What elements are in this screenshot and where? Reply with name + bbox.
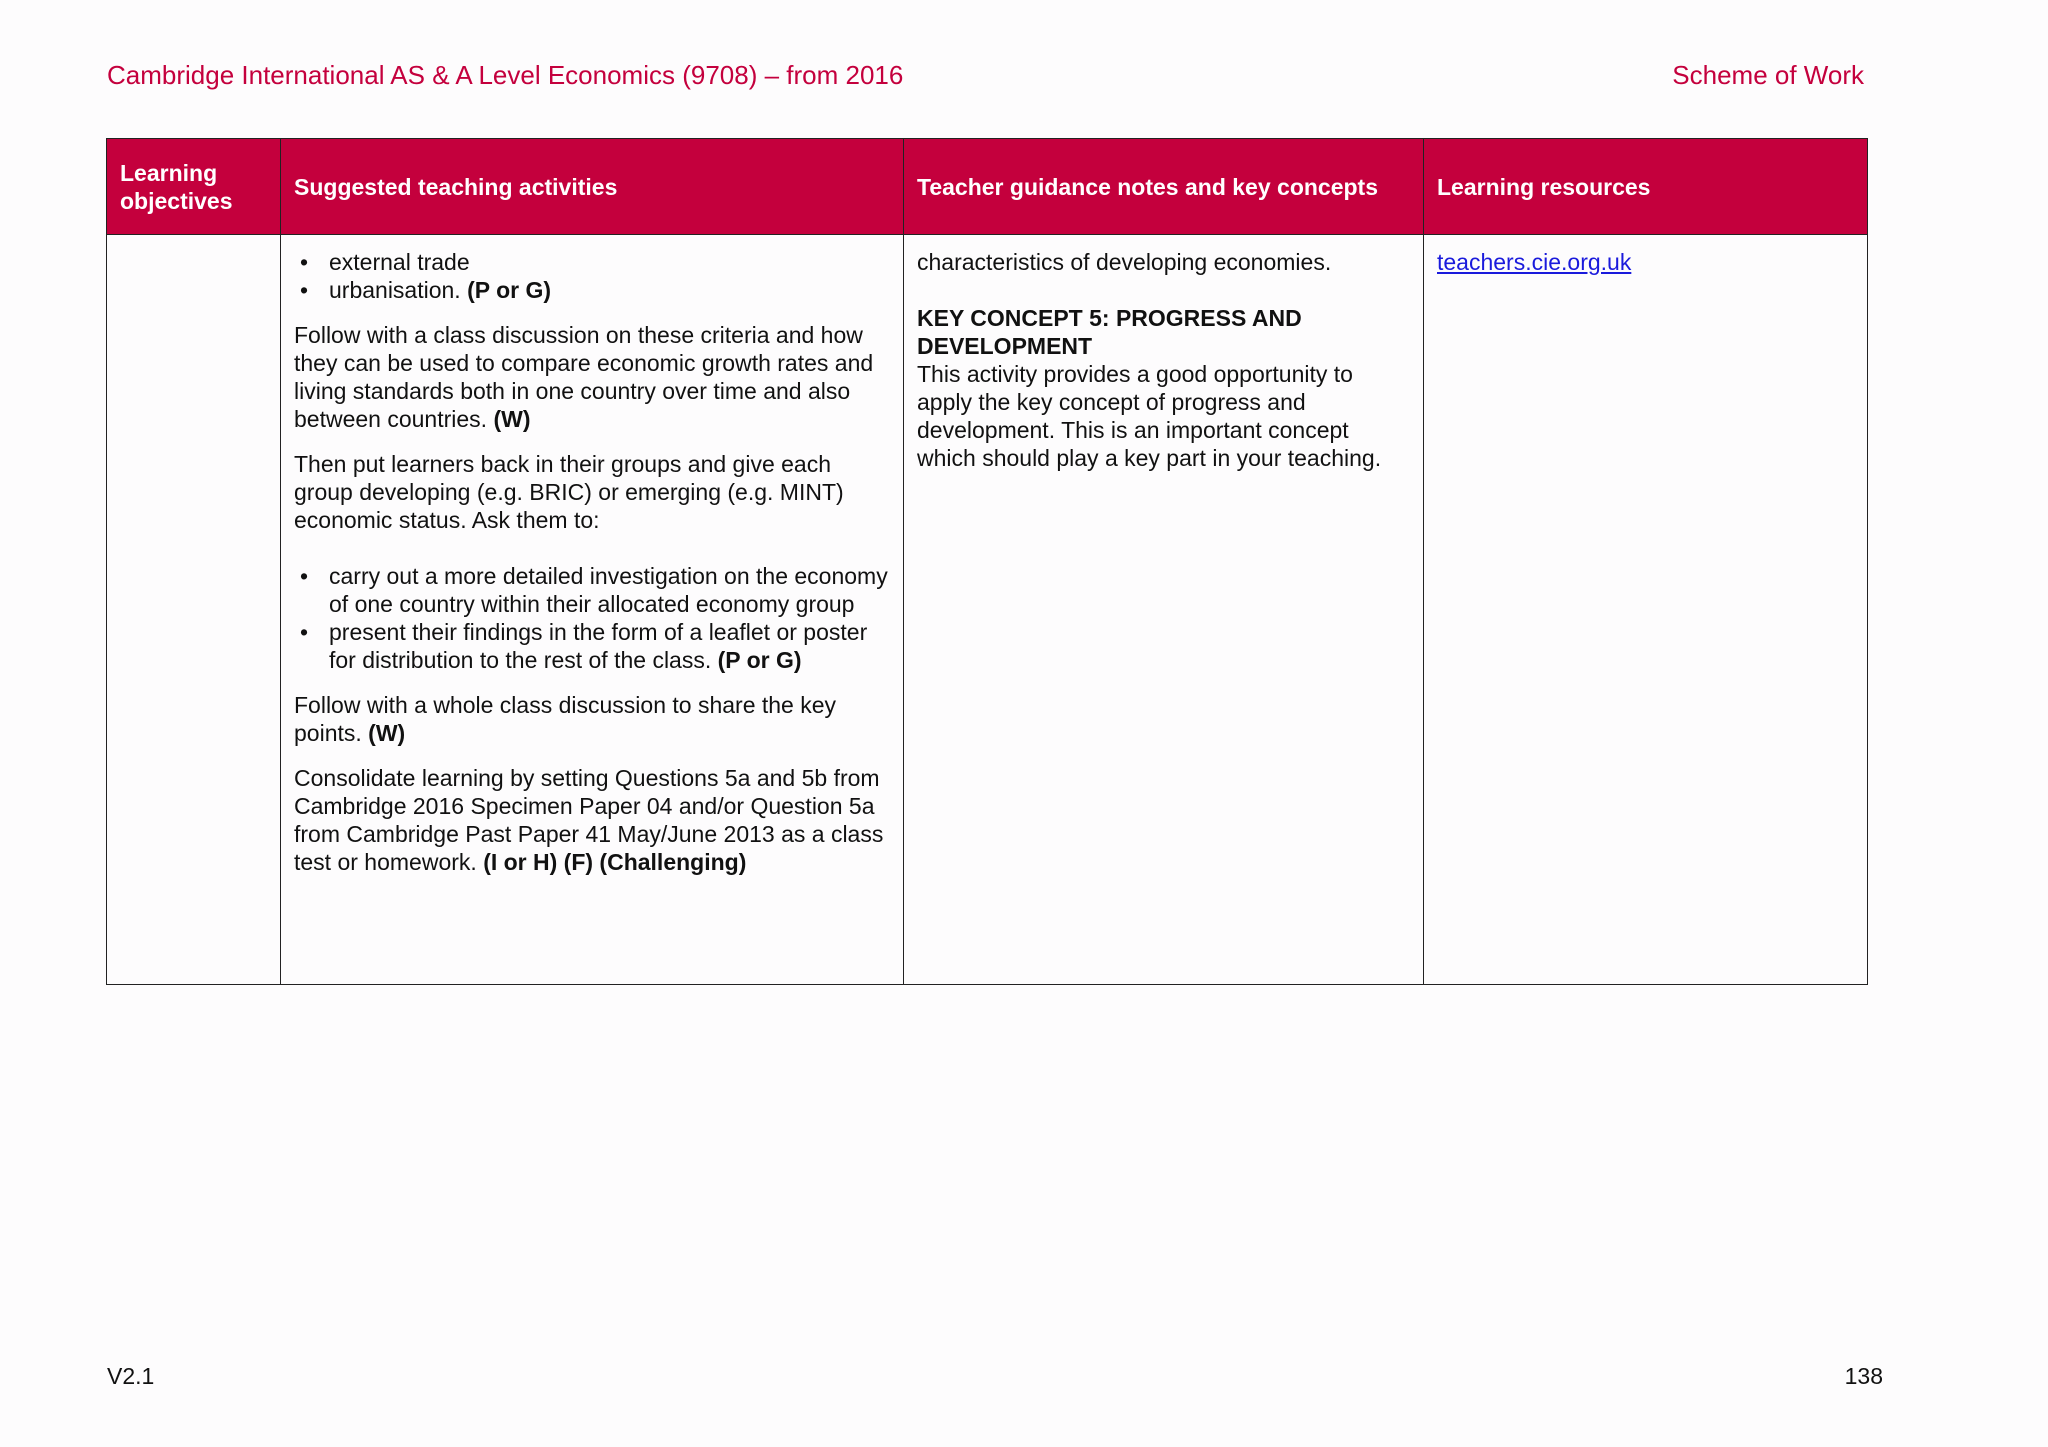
paragraph-text: Consolidate learning by setting Questions 5a and 5b from Cambridge 2016 Specimen Paper 04 and/or Question 5a from Cambridge Past Paper 41 May/June 2013 as a class test or homework.	[294, 765, 884, 875]
activity-code: (I or H) (F) (Challenging)	[483, 849, 747, 875]
key-concept-title: KEY CONCEPT 5: PROGRESS AND DEVELOPMENT	[917, 305, 1302, 359]
trade-bullet-list	[294, 248, 890, 304]
key-concept-text: This activity provides a good opportunity to apply the key concept of progress and development. This is an important concept which should play a key part in your teaching.	[917, 361, 1382, 471]
activity-code: (W)	[368, 720, 406, 746]
paragraph-text: Follow with a whole class discussion to share the key points.	[294, 692, 837, 746]
header-teacher-guidance: Teacher guidance notes and key concepts	[904, 139, 1424, 235]
scheme-of-work-table	[106, 138, 1868, 985]
teacher-guidance-cell	[904, 235, 1424, 985]
list-item	[294, 618, 890, 674]
activity-code: (P or G)	[467, 277, 552, 303]
activity-code: (W)	[493, 406, 531, 432]
bullet-icon: •	[299, 619, 309, 645]
guidance-intro: characteristics of developing economies.	[917, 249, 1332, 275]
page-number: 138	[1844, 1363, 1883, 1389]
whole-class-paragraph	[294, 691, 890, 747]
activity-code: (P or G)	[717, 647, 802, 673]
learning-objectives-cell	[107, 235, 281, 985]
paragraph-text: Follow with a class discussion on these criteria and how they can be used to compare economic growth rates and living standards both in one country over time and also between countries.	[294, 322, 874, 432]
resource-link[interactable]: teachers.cie.org.uk	[1437, 249, 1632, 275]
header-suggested-activities: Suggested teaching activities	[281, 139, 904, 235]
header-learning-objectives: Learning objectives	[107, 139, 281, 235]
consolidate-paragraph	[294, 764, 890, 876]
task-bullet-list	[294, 562, 890, 674]
document-section: Scheme of Work	[1672, 60, 1864, 90]
list-item	[294, 276, 890, 304]
list-item	[294, 248, 890, 276]
list-item-text: carry out a more detailed investigation on the economy of one country within their allocated economy group	[329, 563, 888, 617]
class-discussion-paragraph	[294, 321, 890, 433]
table-header-row	[107, 139, 1868, 235]
version-label: V2.1	[107, 1363, 155, 1389]
learning-resources-cell	[1424, 235, 1868, 985]
list-item-text: present their findings in the form of a leaflet or poster for distribution to the rest of the class.	[329, 619, 868, 673]
bullet-icon: •	[299, 563, 309, 589]
document-title: Cambridge International AS & A Level Economics (9708) – from 2016	[107, 60, 904, 90]
table-row	[107, 235, 1868, 985]
list-item-text: external trade	[329, 249, 470, 275]
group-task-paragraph: Then put learners back in their groups and give each group developing (e.g. BRIC) or emerging (e.g. MINT) economic status. Ask them to:	[294, 451, 844, 533]
header-learning-resources: Learning resources	[1424, 139, 1868, 235]
suggested-activities-cell	[281, 235, 904, 985]
bullet-icon: •	[299, 249, 309, 275]
list-item	[294, 562, 890, 618]
bullet-icon: •	[299, 277, 309, 303]
list-item-text: urbanisation.	[329, 277, 468, 303]
